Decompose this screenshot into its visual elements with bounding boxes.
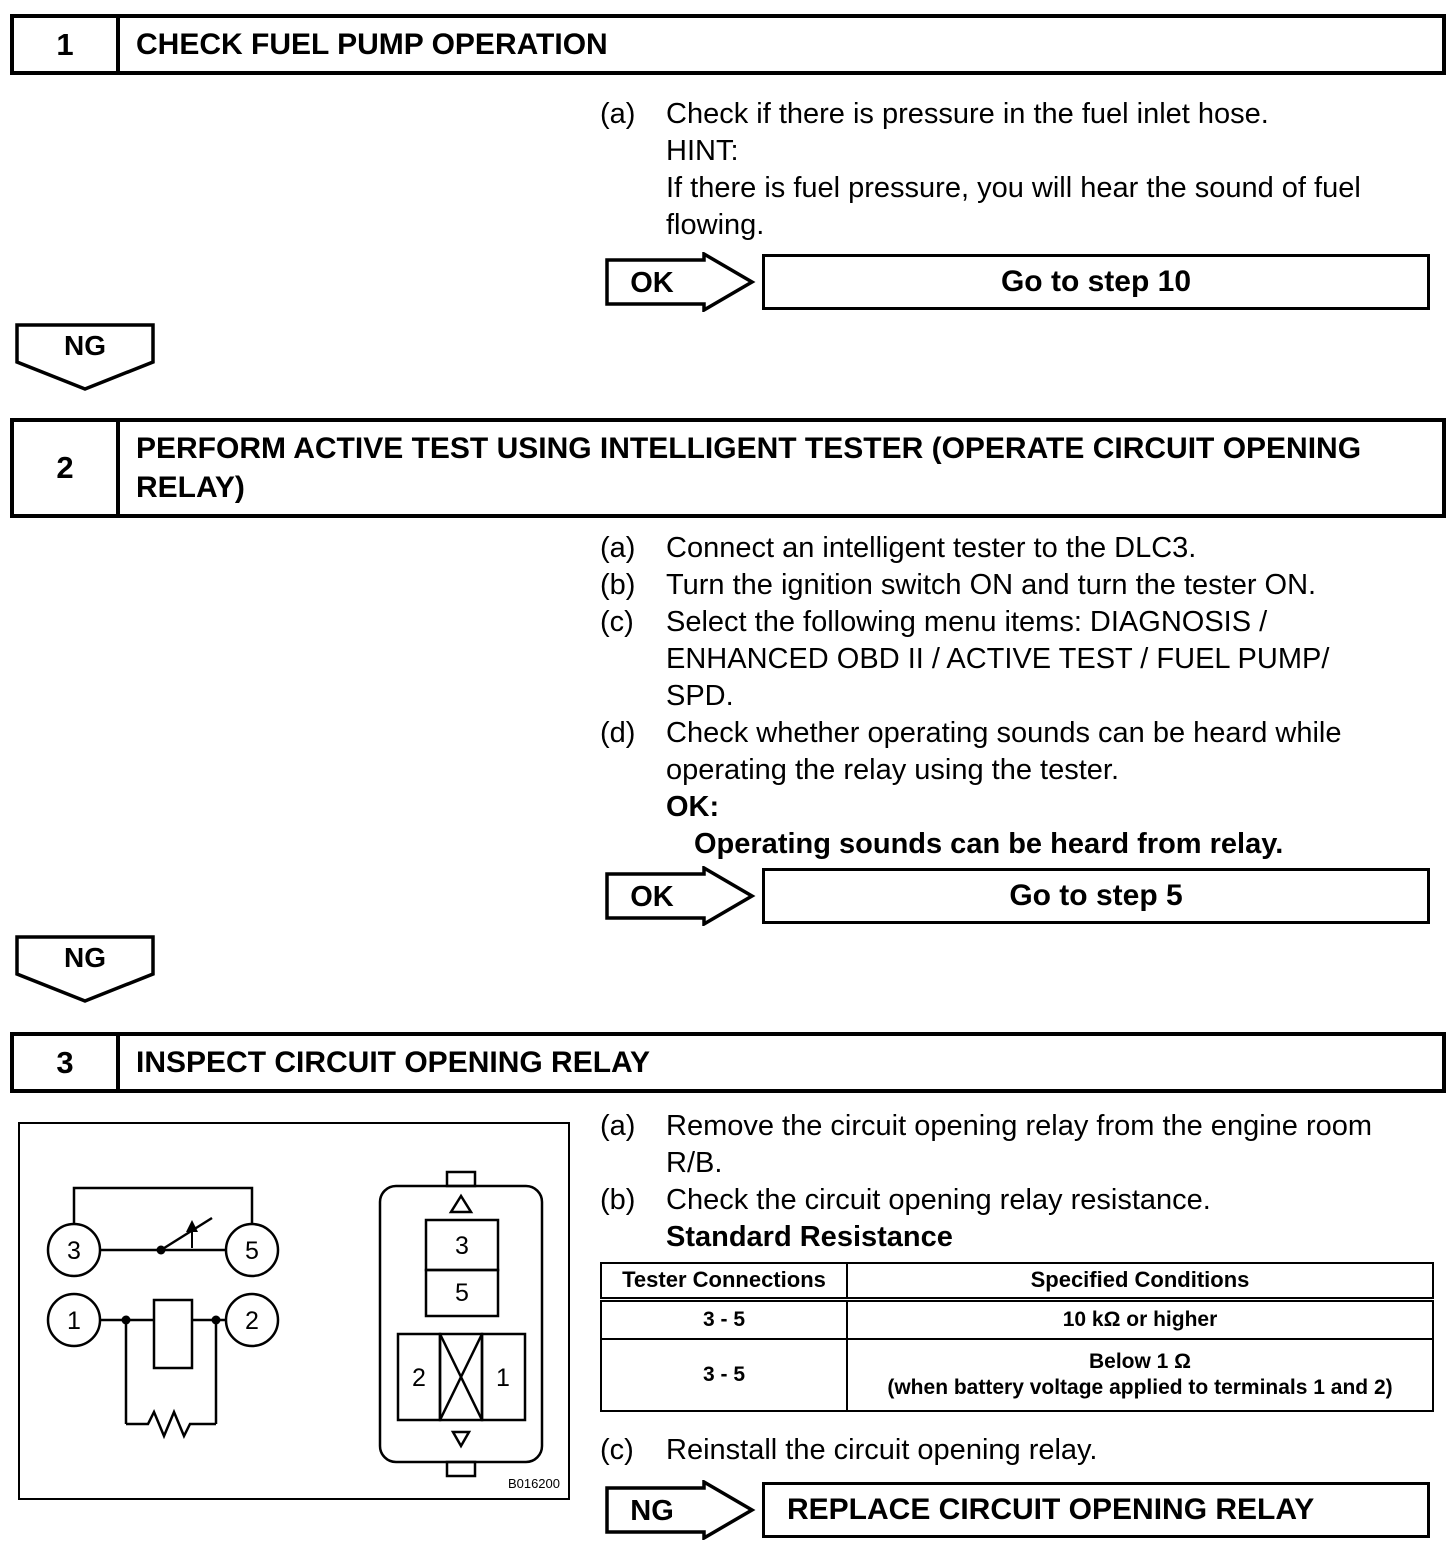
instruction-row-d [600,715,1448,789]
instruction-label: (a) [600,98,636,130]
ok-condition: Operating sounds can be heard from relay. [694,828,1284,860]
spacer [600,826,666,863]
instruction-row-a [600,1108,1448,1182]
step3-title: INSPECT CIRCUIT OPENING RELAY [136,1046,650,1079]
ng-label: NG [64,942,106,973]
junction-dot [212,1316,221,1325]
ok-condition-row [600,826,1448,863]
switch-pivot-dot [157,1246,166,1255]
ng-pentagon-icon [14,322,156,392]
terminal-2-label: 2 [245,1307,259,1335]
step3-ng-row [604,1480,1430,1540]
table-header-row [601,1263,1433,1299]
instruction-text: Check whether operating sounds can be heard while operating the relay using the tester. [666,717,1342,786]
step2-ok-action-box: Go to step 5 [762,868,1430,924]
step2-ng-marker [14,934,156,1004]
instruction-label: (a) [600,532,636,564]
step1-number: 1 [14,18,120,71]
resistance-spec-table [600,1262,1434,1412]
instruction-text: Turn the ignition switch ON and turn the tester ON. [666,569,1317,601]
table-row [601,1299,1433,1339]
instruction-label: (c) [600,1434,634,1466]
terminal-5-label: 5 [245,1237,259,1265]
step1-instructions [600,96,1448,244]
ng-label: NG [630,1495,674,1527]
ok-heading: OK: [666,791,720,823]
step2-instructions [600,530,1448,863]
up-arrow-icon [451,1196,471,1212]
relay-figure [18,1122,570,1500]
ok-label: OK [630,267,674,299]
instruction-text: Check if there is pressure in the fuel inlet hose. HINT: If there is fuel pressure, you will hear the sound of fuel flowing. [666,98,1361,241]
col-header-specified-conditions: Specified Conditions [847,1263,1433,1299]
connector-pin-5-label: 5 [455,1279,469,1307]
resistance-heading: Standard Resistance [666,1221,953,1253]
ng-arrow-icon [604,1480,756,1540]
terminal-3-label: 3 [67,1237,81,1265]
terminal-1-label: 1 [67,1307,81,1335]
instruction-row-b [600,1182,1448,1219]
connector-pin-2-label: 2 [412,1364,426,1392]
step3-ng-action-box: REPLACE CIRCUIT OPENING RELAY [762,1482,1430,1538]
step3-instructions-top [600,1108,1448,1256]
instruction-text: Reinstall the circuit opening relay. [666,1434,1098,1466]
instruction-label: (a) [600,1110,636,1142]
step2-header [10,418,1446,518]
instruction-row-c [600,604,1448,715]
relay-coil [154,1300,192,1368]
step3-instructions-bottom [600,1432,1448,1469]
top-tab [447,1172,475,1186]
step1-header [10,14,1446,75]
instruction-text: Check the circuit opening relay resistance. [666,1184,1211,1216]
relay-diagram-svg [20,1124,568,1498]
specified-condition-cell: 10 kΩ or higher [847,1299,1433,1339]
instruction-label: (b) [600,569,636,601]
step2-number: 2 [14,422,120,514]
connector-pin-1-label: 1 [496,1364,510,1392]
step1-ok-action-box: Go to step 10 [762,254,1430,310]
bottom-tab [447,1462,475,1476]
ok-heading-row [600,789,1448,826]
ng-label: NG [64,330,106,361]
instruction-text: Connect an intelligent tester to the DLC3. [666,532,1197,564]
instruction-label: (d) [600,717,636,749]
figure-code: B016200 [507,1476,560,1491]
ok-label: OK [630,881,674,913]
resistor-zigzag [126,1412,216,1436]
specified-condition-cell: Below 1 Ω (when battery voltage applied to terminals 1 and 2) [847,1339,1433,1411]
step2-title: PERFORM ACTIVE TEST USING INTELLIGENT TESTER (OPERATE CIRCUIT OPENING RELAY) [136,432,1362,504]
relay-connector-view [380,1172,542,1476]
spacer [600,789,666,826]
step3-header [10,1032,1446,1093]
junction-dot [122,1316,131,1325]
instruction-row-a [600,530,1448,567]
instruction-label: (c) [600,606,634,638]
connector-pin-3-label: 3 [455,1232,469,1260]
instruction-text: Select the following menu items: DIAGNOSIS / ENHANCED OBD II / ACTIVE TEST / FUEL PUMP/ SPD. [666,606,1330,712]
instruction-row-a [600,96,1448,244]
tester-connection-cell: 3 - 5 [601,1339,847,1411]
step2-ok-row [604,866,1430,926]
instruction-row-c [600,1432,1448,1469]
col-header-tester-connections: Tester Connections [601,1263,847,1299]
instruction-text: Remove the circuit opening relay from the engine room R/B. [666,1110,1373,1179]
tester-connection-cell: 3 - 5 [601,1299,847,1339]
instruction-row-b [600,567,1448,604]
ng-pentagon-icon [14,934,156,1004]
step3-number: 3 [14,1036,120,1089]
spacer [600,1219,666,1256]
resistance-heading-row [600,1219,1448,1256]
instruction-label: (b) [600,1184,636,1216]
step1-ok-row [604,252,1430,312]
ok-arrow-icon [604,252,756,312]
step1-ng-marker [14,322,156,392]
ok-arrow-icon [604,866,756,926]
step1-title: CHECK FUEL PUMP OPERATION [136,28,608,61]
table-row [601,1339,1433,1411]
down-arrow-icon [453,1432,469,1446]
